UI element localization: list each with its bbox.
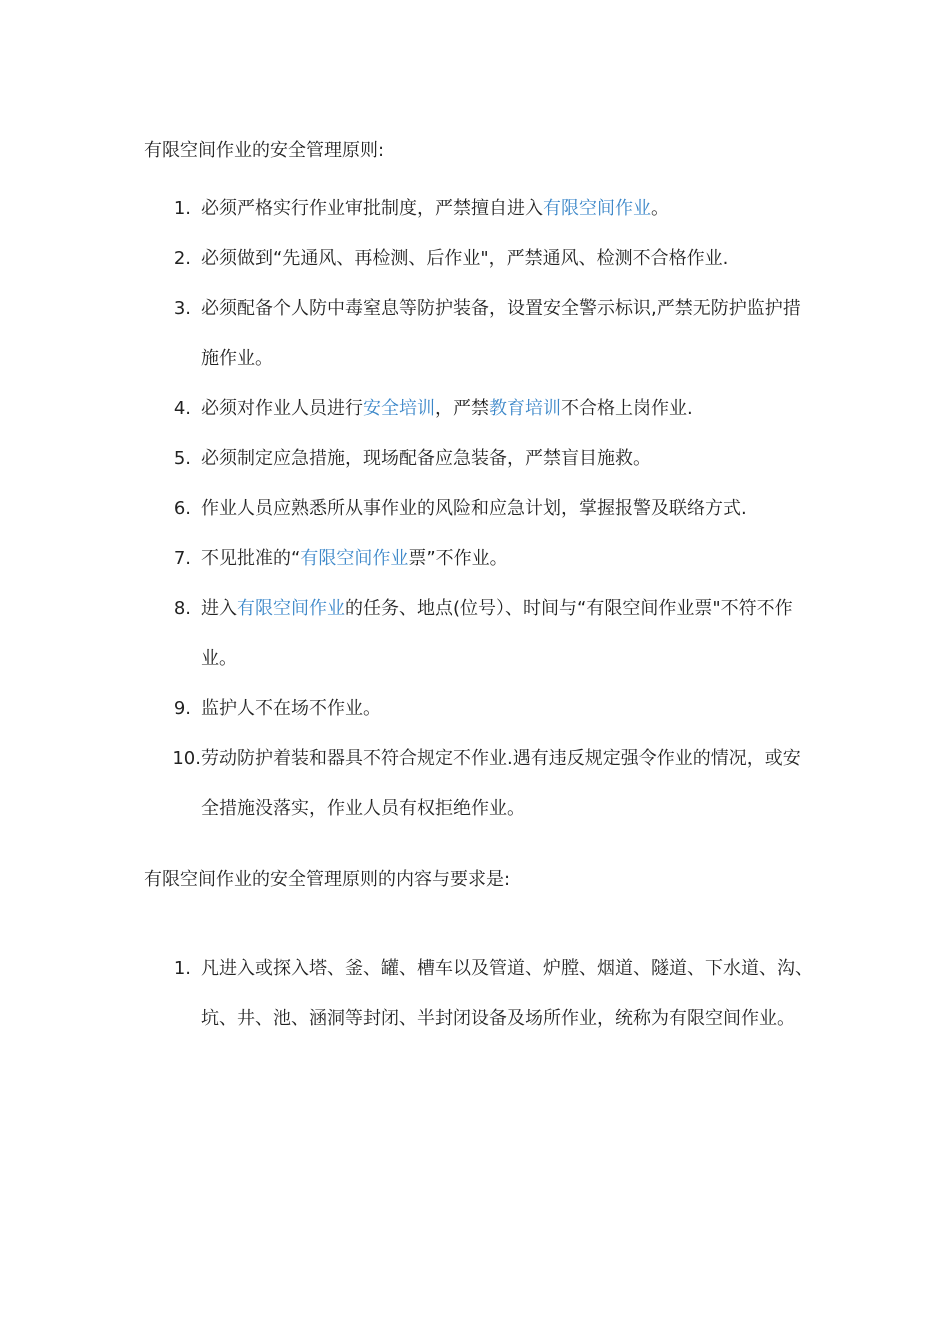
list-item xyxy=(0,234,950,284)
item-text: 作业人员应熟悉所从事作业的风险和应急计划，掌握报警及联络方式. xyxy=(201,498,747,519)
item-text xyxy=(201,534,813,584)
section-heading: 有限空间作业的安全管理原则的内容与要求是: xyxy=(144,869,511,890)
requirements-list xyxy=(0,944,950,1044)
item-text: 必须制定应急措施，现场配备应急装备，严禁盲目施救。 xyxy=(201,448,651,469)
text-segment: 必须严格实行作业审批制度，严禁擅自进入 xyxy=(201,198,543,219)
text-segment: 票”不作业。 xyxy=(408,548,508,569)
text-segment: 必须对作业人员进行 xyxy=(201,398,363,419)
item-text: 凡进入或探入塔、釜、罐、槽车以及管道、炉膛、烟道、隧道、下水道、沟、坑、井、池、涵洞等封闭、半封闭设备及场所作业，统称为有限空间作业。 xyxy=(201,958,813,1029)
item-text: 劳动防护着装和器具不符合规定不作业.遇有违反规定强令作业的情况，或安全措施没落实，作业人员有权拒绝作业。 xyxy=(201,748,801,819)
list-item xyxy=(0,484,950,534)
list-item xyxy=(0,684,950,734)
item-number: 5. xyxy=(173,448,191,469)
text-segment: 不见批准的“ xyxy=(201,548,301,569)
link-safety-training[interactable]: 安全培训 xyxy=(363,398,435,419)
item-number: 1. xyxy=(173,958,191,979)
list-item xyxy=(0,584,950,684)
item-number: 6. xyxy=(173,498,191,519)
item-text: 必须配备个人防中毒窒息等防护装备，设置安全警示标识,严禁无防护监护措施作业。 xyxy=(201,298,801,369)
link-confined-space-work[interactable]: 有限空间作业 xyxy=(543,198,651,219)
list-item xyxy=(0,734,950,834)
text-segment: 进入 xyxy=(201,598,237,619)
link-education-training[interactable]: 教育培训 xyxy=(489,398,561,419)
link-confined-space-work[interactable]: 有限空间作业 xyxy=(237,598,345,619)
item-number: 10. xyxy=(172,748,201,769)
text-segment: 的任务、地点(位号）、时间与“有限空间作业票"不符不作业。 xyxy=(201,598,793,669)
item-text: 必须做到“先通风、再检测、后作业"，严禁通风、检测不合格作业. xyxy=(201,248,729,269)
item-number: 1. xyxy=(173,198,191,219)
item-number: 4. xyxy=(173,398,191,419)
item-text xyxy=(201,184,813,234)
principles-list xyxy=(0,184,950,834)
list-item xyxy=(0,284,950,384)
item-number: 9. xyxy=(173,698,191,719)
link-confined-space-work[interactable]: 有限空间作业 xyxy=(300,548,409,569)
item-number: 2. xyxy=(173,248,191,269)
item-number: 3. xyxy=(173,298,191,319)
list-item xyxy=(0,534,950,584)
text-segment: 不合格上岗作业. xyxy=(561,398,693,419)
list-item xyxy=(0,384,950,434)
item-text: 监护人不在场不作业。 xyxy=(201,698,381,719)
item-text xyxy=(201,384,813,434)
item-text xyxy=(201,584,813,684)
list-item xyxy=(0,434,950,484)
item-number: 7. xyxy=(173,548,191,569)
section-heading: 有限空间作业的安全管理原则: xyxy=(144,140,385,161)
text-segment: ，严禁 xyxy=(435,398,489,419)
list-item xyxy=(0,944,950,1044)
text-segment: 。 xyxy=(651,198,669,219)
list-item xyxy=(0,184,950,234)
item-number: 8. xyxy=(173,598,191,619)
